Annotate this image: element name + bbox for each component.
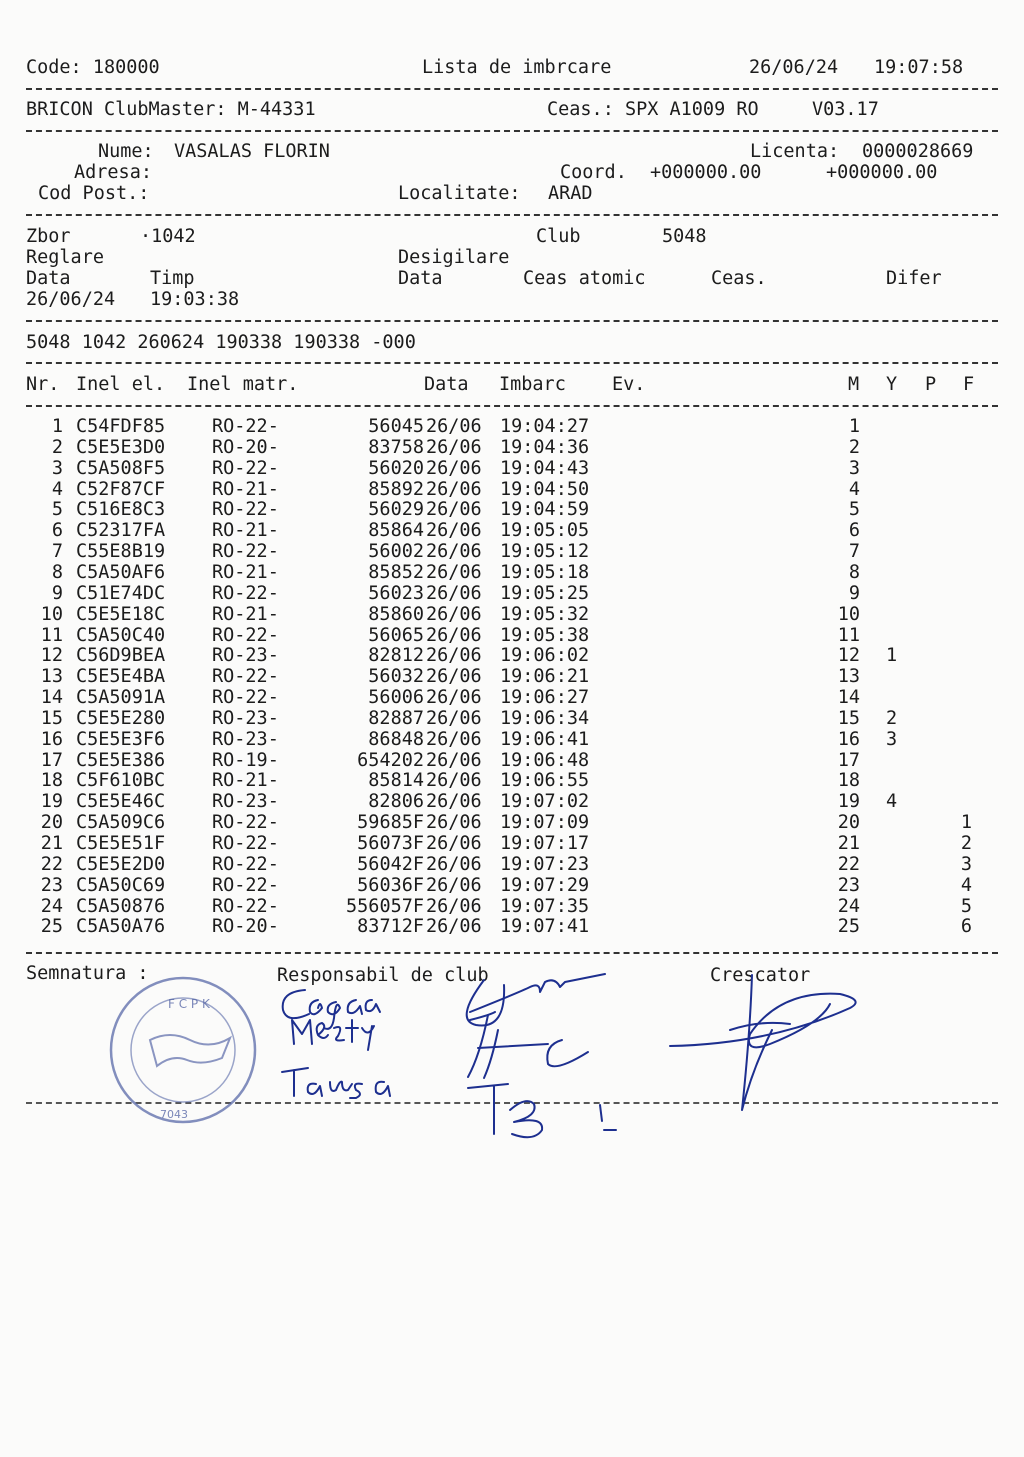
row-time: 19:04:43 — [500, 457, 590, 479]
table-row — [0, 687, 1024, 708]
club-responsible-label: Responsabil de club — [277, 965, 489, 986]
row-time: 19:05:32 — [500, 603, 590, 625]
ring-number: 56023 — [368, 582, 424, 604]
row-date: 26/06 — [426, 895, 482, 917]
row-date: 26/06 — [426, 561, 482, 583]
license-label: Licenta: — [750, 141, 840, 162]
row-m: 7 — [848, 541, 860, 563]
row-time: 19:06:27 — [500, 687, 590, 709]
row-time: 19:07:17 — [500, 833, 590, 854]
table-row — [0, 458, 1024, 479]
col-events: Ev. — [612, 374, 646, 395]
table-row — [0, 708, 1024, 729]
electronic-ring: C5E5E386 — [76, 749, 166, 771]
row-number: 20 — [40, 812, 63, 834]
table-row — [0, 520, 1024, 541]
row-m: 2 — [848, 436, 860, 458]
table-row — [0, 541, 1024, 562]
divider — [26, 130, 998, 132]
document-title: Lista de imbrcare — [422, 57, 612, 78]
electronic-ring: C516E8C3 — [76, 499, 166, 521]
row-date: 26/06 — [426, 874, 482, 896]
name-label: Nume: — [98, 141, 154, 162]
coord-label: Coord. — [560, 162, 627, 183]
stamp-text-1: F C P K — [168, 997, 210, 1011]
ring-series: RO-20- — [212, 916, 279, 938]
row-date: 26/06 — [426, 541, 482, 563]
row-date: 26/06 — [426, 666, 482, 688]
row-number: 17 — [40, 749, 63, 771]
row-time: 19:06:48 — [500, 749, 590, 771]
divider — [26, 214, 998, 216]
ring-series: RO-23- — [212, 728, 279, 750]
row-m: 12 — [837, 645, 860, 667]
electronic-ring: C5A50AF6 — [76, 561, 166, 583]
ring-series: RO-22- — [212, 499, 279, 521]
row-time: 19:04:59 — [500, 499, 590, 521]
row-number: 13 — [40, 666, 63, 688]
print-time: 19:07:58 — [874, 57, 964, 78]
row-date: 26/06 — [426, 582, 482, 604]
ring-series: RO-21- — [212, 770, 279, 792]
row-time: 19:04:36 — [500, 436, 590, 458]
coord-x: +000000.00 — [650, 162, 762, 183]
electronic-ring: C5E5E280 — [76, 707, 166, 729]
row-m: 16 — [837, 728, 860, 750]
breeder-label: Crescator — [710, 965, 811, 986]
row-m: 5 — [848, 499, 860, 521]
row-number: 18 — [40, 770, 63, 792]
row-number: 5 — [51, 499, 63, 521]
electronic-ring: C5F610BC — [76, 770, 166, 792]
electronic-ring: C5A50A76 — [76, 916, 166, 938]
row-number: 22 — [40, 853, 63, 875]
row-number: 14 — [40, 687, 63, 709]
row-date: 26/06 — [426, 416, 482, 437]
row-number: 9 — [51, 582, 63, 604]
row-date: 26/06 — [426, 687, 482, 709]
ring-number: 82812 — [368, 645, 424, 667]
row-m: 24 — [837, 895, 860, 917]
row-date: 26/06 — [426, 812, 482, 834]
row-number: 15 — [40, 707, 63, 729]
handwritten-signatures — [282, 974, 856, 1137]
ring-number: 56065 — [368, 624, 424, 646]
ring-series: RO-20- — [212, 436, 279, 458]
version: V03.17 — [812, 99, 879, 120]
ring-number: 56020 — [368, 457, 424, 479]
row-time: 19:06:02 — [500, 645, 590, 667]
electronic-ring: C5A50C69 — [76, 874, 166, 896]
row-m: 10 — [837, 603, 860, 625]
row-m: 6 — [848, 520, 860, 542]
table-row — [0, 437, 1024, 458]
ring-number: 56002 — [368, 541, 424, 563]
ring-number: 59685F — [357, 812, 424, 834]
row-time: 19:05:05 — [500, 520, 590, 542]
table-row — [0, 875, 1024, 896]
ring-number: 85864 — [368, 520, 424, 542]
row-m: 9 — [848, 582, 860, 604]
row-date: 26/06 — [426, 499, 482, 521]
electronic-ring: C52F87CF — [76, 478, 166, 500]
reglare-label: Reglare — [26, 247, 104, 268]
row-number: 4 — [51, 478, 63, 500]
row-m: 1 — [848, 416, 860, 437]
row-number: 2 — [51, 436, 63, 458]
ring-number: 56006 — [368, 687, 424, 709]
ring-series: RO-23- — [212, 791, 279, 813]
ring-number: 56036F — [357, 874, 424, 896]
row-m: 15 — [837, 707, 860, 729]
col-date: Data — [424, 374, 469, 395]
ring-series: RO-22- — [212, 853, 279, 875]
ring-series: RO-22- — [212, 833, 279, 854]
ring-number: 56032 — [368, 666, 424, 688]
row-m: 8 — [848, 561, 860, 583]
electronic-ring: C51E74DC — [76, 582, 166, 604]
row-time: 19:07:02 — [500, 791, 590, 813]
table-row — [0, 750, 1024, 771]
locality-label: Localitate: — [398, 183, 521, 204]
row-time: 19:05:18 — [500, 561, 590, 583]
ring-series: RO-21- — [212, 561, 279, 583]
electronic-ring: C5E5E3F6 — [76, 728, 166, 750]
electronic-ring: C5E5E18C — [76, 603, 166, 625]
ring-series: RO-21- — [212, 603, 279, 625]
row-m: 3 — [848, 457, 860, 479]
row-time: 19:06:21 — [500, 666, 590, 688]
col-ring-number: Inel matr. — [187, 374, 299, 395]
ring-number: 82887 — [368, 707, 424, 729]
row-y: 4 — [886, 791, 898, 813]
system-id: BRICON ClubMaster: M-44331 — [26, 99, 316, 120]
row-m: 4 — [848, 478, 860, 500]
difference-label: Difer — [886, 268, 942, 289]
row-m: 25 — [837, 916, 860, 938]
row-f: 6 — [960, 916, 972, 938]
table-row — [0, 562, 1024, 583]
table-row — [0, 854, 1024, 875]
electronic-ring: C5A509C6 — [76, 812, 166, 834]
row-time: 19:07:23 — [500, 853, 590, 875]
row-time: 19:06:41 — [500, 728, 590, 750]
electronic-ring: C5A508F5 — [76, 457, 166, 479]
row-date: 26/06 — [426, 520, 482, 542]
ring-number: 85860 — [368, 603, 424, 625]
ring-number: 85814 — [368, 770, 424, 792]
row-date: 26/06 — [426, 457, 482, 479]
electronic-ring: C56D9BEA — [76, 645, 166, 667]
row-m: 19 — [837, 791, 860, 813]
row-f: 5 — [960, 895, 972, 917]
row-date: 26/06 — [426, 645, 482, 667]
row-y: 2 — [886, 707, 898, 729]
row-date: 26/06 — [426, 707, 482, 729]
col-y: Y — [886, 374, 898, 395]
electronic-ring: C5E5E46C — [76, 791, 166, 813]
row-number: 24 — [40, 895, 63, 917]
ring-number: 82806 — [368, 791, 424, 813]
table-row — [0, 416, 1024, 437]
ring-number: 56073F — [357, 833, 424, 854]
table-row — [0, 812, 1024, 833]
ring-number: 83758 — [368, 436, 424, 458]
print-date: 26/06/24 — [749, 57, 839, 78]
divider — [26, 1102, 998, 1104]
row-f: 3 — [960, 853, 972, 875]
divider — [26, 952, 998, 954]
row-date: 26/06 — [426, 770, 482, 792]
col-nr: Nr. — [26, 374, 60, 395]
row-number: 3 — [51, 457, 63, 479]
table-row — [0, 729, 1024, 750]
row-time: 19:07:35 — [500, 895, 590, 917]
ring-series: RO-23- — [212, 707, 279, 729]
row-date: 26/06 — [426, 728, 482, 750]
row-m: 22 — [837, 853, 860, 875]
electronic-ring: C52317FA — [76, 520, 166, 542]
flight-number: ·1042 — [140, 226, 196, 247]
table-row — [0, 479, 1024, 500]
clock-id: Ceas.: SPX A1009 RO — [547, 99, 759, 120]
table-row — [0, 770, 1024, 791]
electronic-ring: C5E5E4BA — [76, 666, 166, 688]
desigilare-data-label: Data — [398, 268, 443, 289]
ring-series: RO-22- — [212, 895, 279, 917]
code-label: Code: 180000 — [26, 57, 160, 78]
row-time: 19:05:25 — [500, 582, 590, 604]
row-date: 26/06 — [426, 916, 482, 938]
reglare-date: 26/06/24 — [26, 289, 116, 310]
col-electronic-ring: Inel el. — [76, 374, 166, 395]
table-row — [0, 791, 1024, 812]
electronic-ring: C5A50876 — [76, 895, 166, 917]
electronic-ring: C5E5E3D0 — [76, 436, 166, 458]
col-basketing: Imbarc — [499, 374, 566, 395]
table-row — [0, 645, 1024, 666]
divider — [26, 362, 998, 364]
row-number: 10 — [40, 603, 63, 625]
ring-number: 86848 — [368, 728, 424, 750]
ring-number: 83712F — [357, 916, 424, 938]
divider — [26, 405, 998, 407]
row-m: 13 — [837, 666, 860, 688]
divider — [26, 320, 998, 322]
ring-number: 654202 — [357, 749, 424, 771]
table-row — [0, 896, 1024, 917]
address-label: Adresa: — [74, 162, 152, 183]
row-number: 19 — [40, 791, 63, 813]
signature-label: Semnatura : — [26, 963, 149, 984]
table-row — [0, 604, 1024, 625]
ring-series: RO-22- — [212, 541, 279, 563]
col-m: M — [848, 374, 860, 395]
row-time: 19:04:27 — [500, 416, 590, 437]
row-time: 19:06:34 — [500, 707, 590, 729]
col-f: F — [963, 374, 975, 395]
row-time: 19:04:50 — [500, 478, 590, 500]
row-number: 1 — [51, 416, 63, 437]
table-row — [0, 583, 1024, 604]
row-date: 26/06 — [426, 436, 482, 458]
row-m: 14 — [837, 687, 860, 709]
row-number: 23 — [40, 874, 63, 896]
row-f: 1 — [960, 812, 972, 834]
club-label: Club — [536, 226, 581, 247]
row-m: 20 — [837, 812, 860, 834]
club-stamp — [111, 978, 255, 1122]
row-number: 6 — [51, 520, 63, 542]
desigilare-label: Desigilare — [398, 247, 510, 268]
ring-series: RO-22- — [212, 457, 279, 479]
row-date: 26/06 — [426, 749, 482, 771]
ring-series: RO-21- — [212, 478, 279, 500]
row-number: 12 — [40, 645, 63, 667]
row-number: 7 — [51, 541, 63, 563]
license-number: 0000028669 — [862, 141, 974, 162]
ring-series: RO-22- — [212, 624, 279, 646]
row-time: 19:07:09 — [500, 812, 590, 834]
row-m: 11 — [837, 624, 860, 646]
row-f: 2 — [960, 833, 972, 854]
locality: ARAD — [548, 183, 593, 204]
row-m: 17 — [837, 749, 860, 771]
ring-number: 556057F — [346, 895, 424, 917]
ring-number: 56029 — [368, 499, 424, 521]
clock-label: Ceas. — [711, 268, 767, 289]
ring-number: 56042F — [357, 853, 424, 875]
ring-series: RO-22- — [212, 416, 279, 437]
ring-series: RO-21- — [212, 520, 279, 542]
row-y: 3 — [886, 728, 898, 750]
table-row — [0, 666, 1024, 687]
electronic-ring: C55E8B19 — [76, 541, 166, 563]
row-date: 26/06 — [426, 603, 482, 625]
ring-series: RO-22- — [212, 874, 279, 896]
col-p: P — [925, 374, 937, 395]
data-label: Data — [26, 268, 71, 289]
row-time: 19:05:12 — [500, 541, 590, 563]
coord-y: +000000.00 — [826, 162, 938, 183]
fancier-name: VASALAS FLORIN — [174, 141, 330, 162]
row-date: 26/06 — [426, 833, 482, 854]
row-date: 26/06 — [426, 791, 482, 813]
table-row — [0, 499, 1024, 520]
postcode-label: Cod Post.: — [38, 183, 150, 204]
row-date: 26/06 — [426, 624, 482, 646]
reglare-time: 19:03:38 — [150, 289, 240, 310]
flight-summary: 5048 1042 260624 190338 190338 -000 — [26, 332, 416, 353]
divider — [26, 88, 998, 90]
electronic-ring: C54FDF85 — [76, 416, 166, 437]
row-m: 21 — [837, 833, 860, 854]
ring-series: RO-22- — [212, 687, 279, 709]
ring-number: 85892 — [368, 478, 424, 500]
row-number: 8 — [51, 561, 63, 583]
timp-label: Timp — [150, 268, 195, 289]
electronic-ring: C5A5091A — [76, 687, 166, 709]
row-number: 11 — [40, 624, 63, 646]
electronic-ring: C5E5E2D0 — [76, 853, 166, 875]
table-row — [0, 833, 1024, 854]
flight-label: Zbor — [26, 226, 71, 247]
ring-number: 56045 — [368, 416, 424, 437]
row-time: 19:06:55 — [500, 770, 590, 792]
row-date: 26/06 — [426, 478, 482, 500]
table-row — [0, 625, 1024, 646]
electronic-ring: C5E5E51F — [76, 833, 166, 854]
row-number: 21 — [40, 833, 63, 854]
stamp-text-2: 7043 — [160, 1108, 188, 1121]
row-number: 25 — [40, 916, 63, 938]
row-number: 16 — [40, 728, 63, 750]
row-m: 18 — [837, 770, 860, 792]
row-time: 19:07:41 — [500, 916, 590, 938]
ring-series: RO-23- — [212, 645, 279, 667]
row-m: 23 — [837, 874, 860, 896]
row-f: 4 — [960, 874, 972, 896]
ring-number: 85852 — [368, 561, 424, 583]
atomic-clock-label: Ceas atomic — [523, 268, 646, 289]
row-date: 26/06 — [426, 853, 482, 875]
row-time: 19:05:38 — [500, 624, 590, 646]
table-row — [0, 916, 1024, 937]
ring-series: RO-19- — [212, 749, 279, 771]
ring-series: RO-22- — [212, 812, 279, 834]
ring-series: RO-22- — [212, 582, 279, 604]
ring-series: RO-22- — [212, 666, 279, 688]
row-time: 19:07:29 — [500, 874, 590, 896]
electronic-ring: C5A50C40 — [76, 624, 166, 646]
club-number: 5048 — [662, 226, 707, 247]
row-y: 1 — [886, 645, 898, 667]
